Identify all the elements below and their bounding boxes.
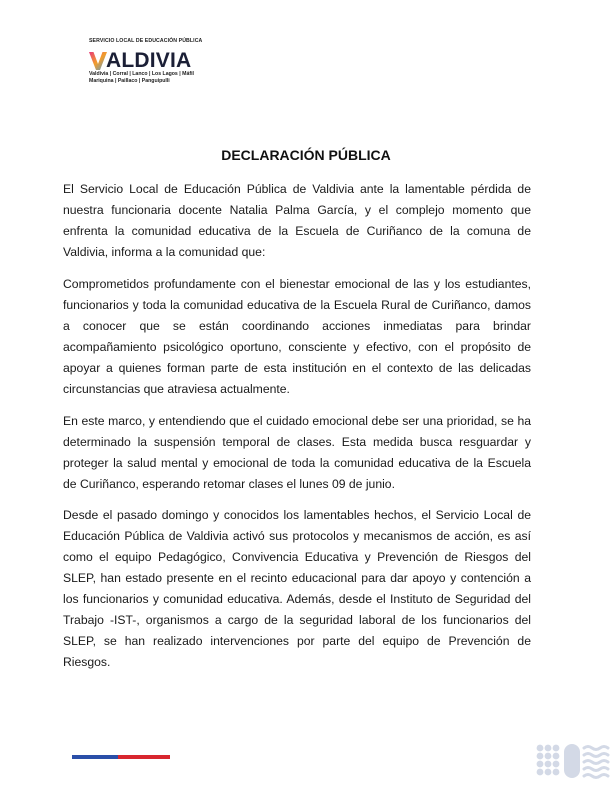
logo-communes-line-1: Valdivia | Corral | Lanco | Los Lagos | Máfil: [89, 71, 194, 77]
footer-flag-bar: [72, 755, 170, 759]
paragraph-class-suspension: En este marco, y entendiendo que el cuidado emocional debe ser una prioridad, se ha determinado la suspensión temporal de clases. Esta medida busca resguardar y proteger la salud mental y emocional de toda la comunidad educativa de la Escuela de Curiñanco, esperando retomar clases el lunes 09 de junio.: [63, 414, 531, 491]
paragraph-psychological-support: Comprometidos profundamente con el bienestar emocional de las y los estudiantes, funcionarios y toda la comunidad educativa de la Escuela Rural de Curiñanco, damos a conocer que se están coordinando acciones inmediatas para brindar acompañamiento psicológico oportuno, consciente y efectivo, con el propósito de apoyar a quienes forman parte de esta institución en el contexto de las delicadas circunstancias que atraviesa actualmente.: [63, 277, 531, 396]
logo-communes-line-2: Mariquina | Paillaco | Panguipulli: [89, 78, 170, 84]
flag-blue-segment: [72, 755, 118, 759]
flag-red-segment: [118, 755, 170, 759]
slep-valdivia-logo: [89, 38, 229, 85]
logo-top-line: SERVICIO LOCAL DE EDUCACIÓN PÚBLICA: [89, 38, 203, 44]
logo-wordmark: [89, 47, 229, 71]
stylized-v-logo-icon: [89, 51, 107, 71]
logo-wordmark-text: ALDIVIA: [106, 49, 192, 72]
paragraph-intro: El Servicio Local de Educación Pública de Valdivia ante la lamentable pérdida de nuestra funcionaria docente Natalia Palma García, y el complejo momento que enfrenta la comunidad educativa de la Escuela de Curiñanco de la comuna de Valdivia, informa a la comunidad que:: [63, 182, 531, 259]
document-title: DECLARACIÓN PÚBLICA: [221, 147, 391, 163]
wave-dot-pattern-icon: [534, 742, 612, 792]
paragraph-actions-taken: Desde el pasado domingo y conocidos los lamentables hechos, el Servicio Local de Educación Pública de Valdivia activó sus protocolos y mecanismos de acción, es así como el equipo Pedagógico, Convivencia Educativa y Prevención de Riesgos del SLEP, han estado presente en el recinto educacional para dar apoyo y contención a los funcionarios y comunidad educativa. Además, desde el Instituto de Seguridad del Trabajo -IST-, organismos a cargo de la seguridad laboral de los funcionarios del SLEP, se han realizado intervenciones por parte del equipo de Prevención de Riesgos.: [63, 508, 531, 669]
